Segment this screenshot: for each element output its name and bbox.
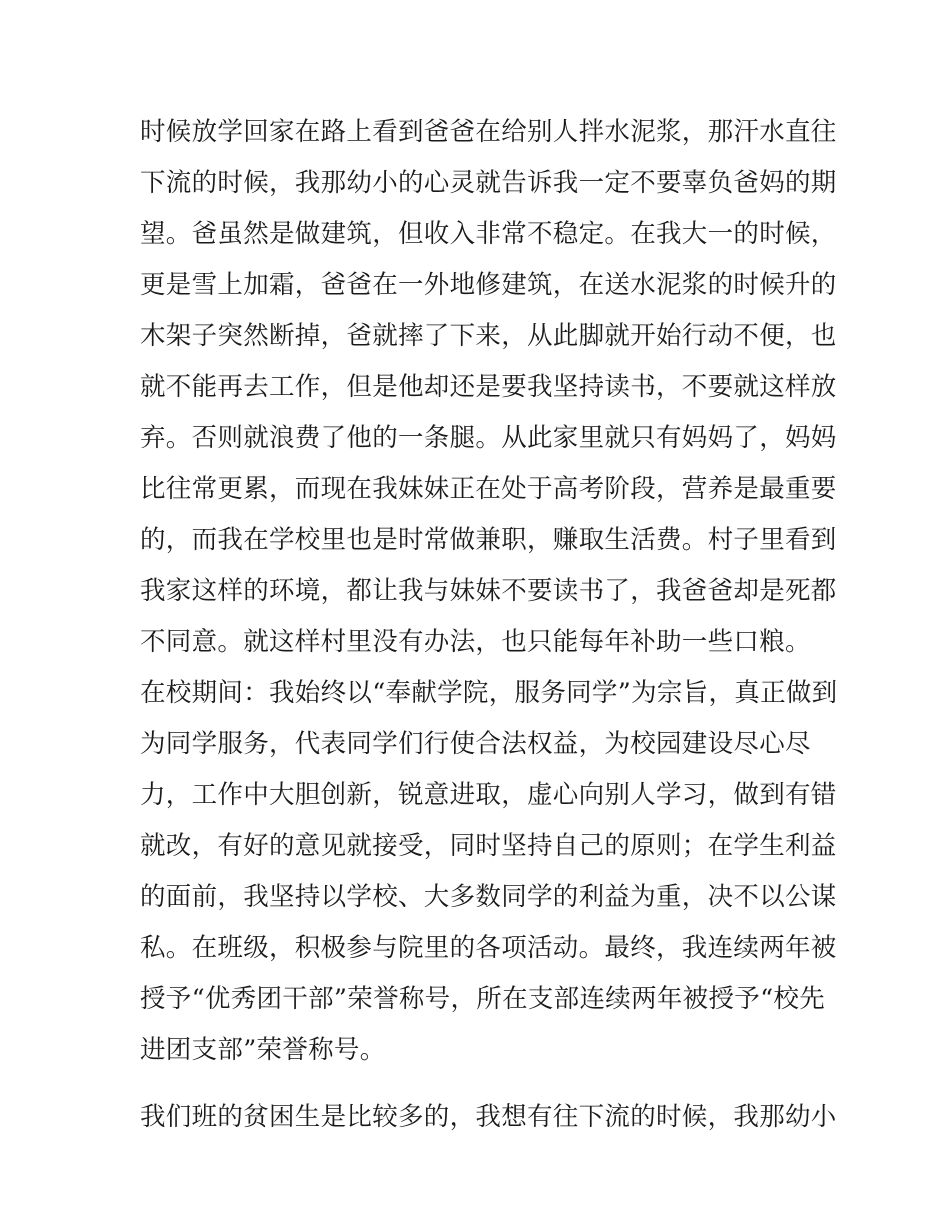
paragraph-gap	[140, 1076, 815, 1092]
text-line: 的，而我在学校里也是时常做兼职，赚取生活费。村子里看到	[140, 525, 837, 555]
text-line: 不同意。就这样村里没有办法，也只能每年补助一些口粮。	[140, 627, 811, 657]
text-line: 下流的时候，我那幼小的心灵就告诉我一定不要辜负爸妈的期	[140, 168, 837, 198]
text-line: 为同学服务，代表同学们行使合法权益，为校园建设尽心尽	[140, 729, 811, 759]
text-line: 在校期间：我始终以“奉献学院，服务同学”为宗旨，真正做到	[140, 678, 838, 708]
text-line: 时候放学回家在路上看到爸爸在给别人拌水泥浆，那汗水直往	[140, 117, 837, 147]
text-line: 进团支部”荣誉称号。	[140, 1035, 386, 1065]
text-line: 就不能再去工作，但是他却还是要我坚持读书，不要就这样放	[140, 372, 837, 402]
text-line: 我们班的贫困生是比较多的，我想有往下流的时候，我那幼小	[140, 1102, 837, 1132]
text-line: 私。在班级，积极参与院里的各项活动。最终，我连续两年被	[140, 933, 837, 963]
body-text	[140, 107, 838, 1143]
text-line: 力，工作中大胆创新，锐意进取，虚心向别人学习，做到有错	[140, 780, 837, 810]
text-line: 就改，有好的意见就接受，同时坚持自己的原则；在学生利益	[140, 831, 837, 861]
text-line: 更是雪上加霜，爸爸在一外地修建筑，在送水泥浆的时候升的	[140, 270, 837, 300]
text-line: 木架子突然断掉，爸就摔了下来，从此脚就开始行动不便，也	[140, 321, 837, 351]
text-line: 比往常更累，而现在我妹妹正在处于高考阶段，营养是最重要	[140, 474, 837, 504]
text-line: 弃。否则就浪费了他的一条腿。从此家里就只有妈妈了，妈妈	[140, 423, 837, 453]
text-line: 我家这样的环境，都让我与妹妹不要读书了，我爸爸却是死都	[140, 576, 837, 606]
text-line: 望。爸虽然是做建筑，但收入非常不稳定。在我大一的时候，	[140, 219, 837, 249]
text-line: 授予“优秀团干部”荣誉称号，所在支部连续两年被授予“校先	[140, 984, 826, 1014]
text-line: 的面前，我坚持以学校、大多数同学的利益为重，决不以公谋	[140, 882, 837, 912]
